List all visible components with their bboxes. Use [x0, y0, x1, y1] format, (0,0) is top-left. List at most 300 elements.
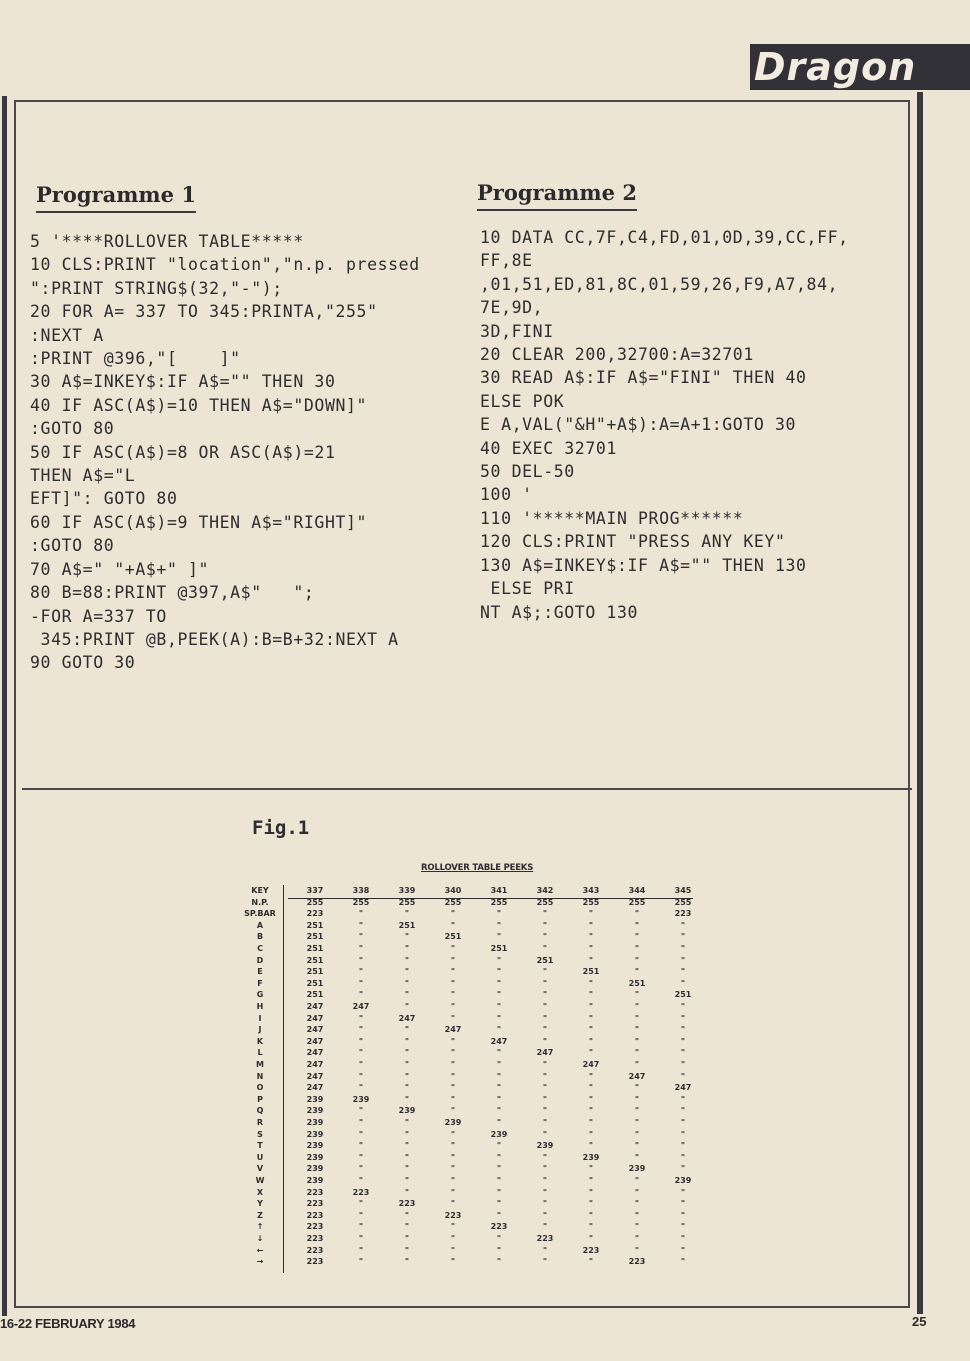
table-cell: "	[542, 1083, 548, 1093]
table-cell: 255	[674, 897, 692, 907]
table-cell: "	[358, 1141, 364, 1151]
table-row	[240, 1047, 710, 1059]
table-row	[240, 1140, 710, 1152]
table-cell: 247	[398, 1013, 416, 1023]
table-cell: "	[450, 1048, 456, 1058]
table-cell: "	[358, 920, 364, 930]
code-line: 130 A$=INKEY$:IF A$="" THEN 130	[480, 555, 807, 575]
table-row	[240, 1001, 710, 1013]
table-cell: "	[680, 967, 686, 977]
table-cell: "	[496, 1176, 502, 1185]
table-row	[240, 1036, 710, 1048]
table-cell: "	[404, 1129, 410, 1139]
table-cell: "	[404, 990, 410, 1000]
code-line: 10 DATA CC,7F,C4,FD,01,0D,39,CC,FF,	[480, 228, 849, 247]
programme1-heading: Programme 1	[36, 182, 196, 213]
table-cell: 247	[306, 1002, 324, 1011]
table-cell: 223	[306, 1245, 324, 1255]
table-cell: "	[680, 1013, 686, 1023]
table-cell: "	[496, 920, 502, 930]
row-key: SP.BAR	[244, 909, 276, 919]
table-cell: "	[680, 1199, 686, 1209]
table-cell: "	[588, 978, 594, 988]
table-cell: 251	[306, 955, 324, 965]
table-cell: "	[588, 1013, 594, 1023]
table-cell: "	[588, 990, 594, 1000]
table-cell: 247	[306, 1048, 324, 1058]
table-cell: "	[634, 920, 640, 930]
table-row	[240, 989, 710, 1001]
code-line: 3D,FINI	[480, 321, 554, 341]
code-line: NT A$;:GOTO 130	[480, 602, 639, 622]
table-cell: "	[634, 1245, 640, 1255]
row-key: D	[256, 955, 264, 965]
code-line: E A,VAL("&H"+A$):A=A+1:GOTO 30	[480, 415, 797, 435]
table-cell: "	[634, 1083, 640, 1093]
table-cell: "	[404, 1094, 410, 1104]
table-cell: "	[680, 1060, 686, 1069]
table-row	[240, 1152, 710, 1164]
table-cell: 223	[306, 1257, 324, 1267]
row-key: Q	[256, 1106, 264, 1116]
table-cell: 255	[628, 897, 646, 907]
table-cell: "	[404, 1176, 410, 1185]
code-line: 20 CLEAR 200,32700:A=32701	[480, 345, 754, 365]
code-line: 60 IF ASC(A$)=9 THEN A$="RIGHT]"	[30, 512, 368, 532]
table-cell: "	[588, 1129, 594, 1139]
table-cell: "	[542, 967, 548, 977]
table-cell: "	[358, 1083, 364, 1093]
table-cell: "	[634, 1210, 640, 1220]
table-cell: "	[496, 1013, 502, 1023]
table-cell: "	[358, 1199, 364, 1209]
table-row	[240, 1210, 710, 1222]
table-cell: "	[542, 1118, 548, 1127]
row-key: Z	[257, 1210, 263, 1220]
table-cell: "	[496, 1118, 502, 1127]
table-cell: "	[634, 1106, 640, 1116]
table-cell: "	[542, 920, 548, 930]
table-cell: "	[588, 1187, 594, 1197]
table-cell: "	[404, 1036, 410, 1046]
table-cell: 239	[490, 1129, 508, 1139]
row-key: X	[256, 1187, 264, 1197]
table-row	[240, 1094, 710, 1106]
table-cell: "	[358, 944, 364, 953]
code-line: ":PRINT STRING$(32,"-");	[30, 278, 283, 298]
table-cell: "	[496, 978, 502, 988]
table-cell: "	[496, 955, 502, 965]
row-key: A	[256, 920, 264, 930]
table-cell: 247	[306, 1025, 324, 1035]
table-cell: "	[450, 1060, 456, 1069]
table-cell: "	[450, 1129, 456, 1139]
table-cell: 239	[306, 1176, 324, 1185]
table-cell: 341	[490, 886, 508, 895]
table-cell: "	[588, 1094, 594, 1104]
table-cell: 247	[306, 1083, 324, 1093]
table-cell: 239	[306, 1129, 324, 1139]
programme2-heading: Programme 2	[477, 180, 637, 211]
table-cell: "	[358, 1210, 364, 1220]
table-cell: "	[542, 1222, 548, 1232]
table-cell: 339	[398, 886, 416, 895]
table-cell: "	[588, 1222, 594, 1232]
row-key: S	[257, 1129, 263, 1139]
table-cell: "	[404, 1210, 410, 1220]
row-key: M	[256, 1060, 264, 1069]
table-cell: "	[358, 1106, 364, 1116]
table-cell: 247	[674, 1083, 692, 1093]
table-cell: "	[634, 1025, 640, 1035]
table-cell: "	[496, 967, 502, 977]
table-cell: "	[542, 1106, 548, 1116]
table-cell: "	[542, 1036, 548, 1046]
table-cell: "	[680, 1094, 686, 1104]
table-cell: 223	[306, 1234, 324, 1243]
row-key: W	[255, 1176, 265, 1185]
table-row	[240, 897, 710, 909]
table-cell: "	[680, 1164, 686, 1174]
figure-label: Fig.1	[252, 817, 310, 839]
table-row	[240, 1117, 710, 1129]
table-cell: "	[404, 967, 410, 977]
table-cell: "	[588, 920, 594, 930]
code-line: 40 IF ASC(A$)=10 THEN A$="DOWN]"	[30, 395, 368, 415]
code-line: 30 READ A$:IF A$="FINI" THEN 40	[480, 368, 807, 388]
footer-date: 16-22 FEBRUARY 1984	[0, 1316, 136, 1331]
table-cell: "	[450, 1257, 456, 1267]
row-key: E	[257, 967, 263, 977]
table-cell: "	[634, 1234, 640, 1243]
table-cell: 340	[444, 886, 462, 895]
code-line: 120 CLS:PRINT "PRESS ANY KEY"	[480, 532, 786, 552]
table-cell: "	[450, 909, 456, 919]
table-cell: "	[680, 932, 686, 942]
code-line: 20 FOR A= 337 TO 345:PRINTA,"255"	[30, 302, 378, 322]
table-cell: "	[450, 1094, 456, 1104]
table-cell: "	[680, 1210, 686, 1220]
table-cell: "	[358, 978, 364, 988]
table-cell: "	[588, 1234, 594, 1243]
table-cell: "	[404, 1118, 410, 1127]
table-cell: "	[542, 1257, 548, 1267]
table-header-row	[240, 885, 710, 897]
table-cell: "	[634, 955, 640, 965]
row-key: I	[258, 1013, 262, 1023]
table-cell: "	[358, 1118, 364, 1127]
table-cell: "	[680, 1187, 686, 1197]
table-cell: "	[634, 1129, 640, 1139]
table-cell: "	[588, 1141, 594, 1151]
table-cell: 223	[628, 1257, 646, 1267]
code-line: :NEXT A	[30, 325, 104, 345]
table-cell: "	[542, 1164, 548, 1174]
table-cell: "	[680, 1071, 686, 1081]
table-cell: "	[404, 1152, 410, 1162]
table-cell: "	[680, 1222, 686, 1232]
table-cell: 239	[306, 1094, 324, 1104]
table-cell: "	[680, 1025, 686, 1035]
table-cell: "	[404, 978, 410, 988]
table-cell: "	[680, 1257, 686, 1267]
table-cell: 255	[398, 897, 416, 907]
table-cell: "	[450, 978, 456, 988]
table-cell: 338	[352, 886, 370, 895]
table-cell: "	[450, 1141, 456, 1151]
table-cell: 343	[582, 886, 600, 895]
table-cell: "	[358, 1060, 364, 1069]
code-line: 100 '	[480, 485, 533, 505]
table-cell: "	[358, 932, 364, 942]
table-cell: "	[634, 1187, 640, 1197]
table-row	[240, 920, 710, 932]
table-cell: "	[358, 1164, 364, 1174]
programme1-listing	[30, 230, 420, 675]
table-row	[240, 1221, 710, 1233]
table-cell: "	[634, 1222, 640, 1232]
table-cell: "	[634, 1094, 640, 1104]
table-row	[240, 1256, 710, 1268]
row-key: N	[256, 1071, 264, 1081]
row-key: ↑	[256, 1222, 264, 1232]
table-row	[240, 1105, 710, 1117]
programme2-listing	[480, 226, 849, 624]
table-cell: 251	[306, 990, 324, 1000]
code-line: 50 IF ASC(A$)=8 OR ASC(A$)=21	[30, 442, 336, 462]
table-title: ROLLOVER TABLE PEEKS	[421, 863, 534, 873]
table-cell: "	[450, 1245, 456, 1255]
table-row	[240, 1082, 710, 1094]
page-left-rule	[2, 96, 7, 1316]
table-cell: "	[634, 1013, 640, 1023]
table-cell: 251	[674, 990, 692, 1000]
table-cell: "	[542, 909, 548, 919]
table-cell: "	[404, 1234, 410, 1243]
table-cell: 239	[444, 1118, 462, 1127]
table-cell: 223	[306, 1187, 324, 1197]
table-cell: 251	[398, 920, 416, 930]
table-cell: "	[542, 1176, 548, 1185]
table-cell: "	[634, 1048, 640, 1058]
row-key: V	[256, 1164, 264, 1174]
table-cell: "	[588, 1118, 594, 1127]
table-cell: 239	[536, 1141, 554, 1151]
table-cell: "	[680, 920, 686, 930]
row-key: O	[256, 1083, 264, 1093]
table-cell: "	[496, 1002, 502, 1011]
table-cell: "	[542, 978, 548, 988]
table-cell: "	[450, 944, 456, 953]
table-cell: 247	[490, 1036, 508, 1046]
table-cell: "	[496, 1164, 502, 1174]
table-cell: 255	[536, 897, 554, 907]
table-row	[240, 1187, 710, 1199]
table-cell: "	[404, 1060, 410, 1069]
table-cell: "	[634, 909, 640, 919]
table-cell: 255	[582, 897, 600, 907]
table-cell: 247	[306, 1036, 324, 1046]
table-cell: "	[542, 1129, 548, 1139]
table-cell: "	[450, 1036, 456, 1046]
table-cell: "	[450, 1176, 456, 1185]
table-row	[240, 943, 710, 955]
table-cell: "	[680, 1129, 686, 1139]
table-cell: "	[634, 932, 640, 942]
table-row	[240, 1059, 710, 1071]
table-cell: "	[404, 1083, 410, 1093]
table-cell: 251	[306, 932, 324, 942]
table-cell: "	[358, 1048, 364, 1058]
table-row	[240, 1129, 710, 1141]
row-key: KEY	[251, 886, 269, 895]
table-cell: "	[680, 1118, 686, 1127]
code-line: -FOR A=337 TO	[30, 606, 167, 626]
row-key: F	[257, 978, 263, 988]
table-row	[240, 908, 710, 920]
row-key: →	[256, 1257, 264, 1267]
table-cell: "	[680, 978, 686, 988]
table-cell: 223	[490, 1222, 508, 1232]
table-cell: "	[588, 1083, 594, 1093]
code-line: :PRINT @396,"[ ]"	[30, 349, 241, 369]
table-cell: "	[542, 1245, 548, 1255]
table-cell: 247	[352, 1002, 370, 1011]
table-cell: "	[358, 1222, 364, 1232]
table-cell: 239	[628, 1164, 646, 1174]
table-cell: "	[404, 944, 410, 953]
table-row	[240, 1233, 710, 1245]
table-cell: "	[634, 990, 640, 1000]
table-cell: "	[404, 1141, 410, 1151]
table-cell: "	[496, 1152, 502, 1162]
table-cell: "	[542, 1210, 548, 1220]
table-cell: "	[496, 1094, 502, 1104]
table-cell: "	[450, 967, 456, 977]
row-key: C	[257, 944, 263, 953]
table-cell: "	[634, 1118, 640, 1127]
code-line: 90 GOTO 30	[30, 653, 136, 673]
page-right-rule	[917, 92, 923, 1314]
table-cell: "	[634, 1176, 640, 1185]
table-cell: 223	[582, 1245, 600, 1255]
table-row	[240, 1198, 710, 1210]
code-line: THEN A$="L	[30, 466, 136, 486]
section-tab: Dragon	[750, 44, 970, 90]
table-cell: 255	[352, 897, 370, 907]
table-cell: "	[496, 1048, 502, 1058]
row-key: ←	[256, 1245, 264, 1255]
table-cell: "	[404, 1002, 410, 1011]
row-key: K	[256, 1036, 264, 1046]
table-cell: "	[588, 1025, 594, 1035]
table-cell: "	[404, 1222, 410, 1232]
table-cell: 239	[306, 1141, 324, 1151]
table-cell: "	[358, 1152, 364, 1162]
table-cell: 251	[536, 955, 554, 965]
table-cell: "	[680, 1234, 686, 1243]
table-cell: 239	[306, 1106, 324, 1116]
row-key: Y	[257, 1199, 263, 1209]
row-key: R	[256, 1118, 264, 1127]
table-cell: "	[542, 1002, 548, 1011]
table-cell: 255	[490, 897, 508, 907]
table-cell: 223	[536, 1234, 554, 1243]
table-cell: "	[496, 1141, 502, 1151]
code-line: 80 B=88:PRINT @397,A$" ";	[30, 583, 315, 603]
table-cell: "	[680, 1002, 686, 1011]
table-cell: "	[404, 1071, 410, 1081]
table-cell: "	[358, 1025, 364, 1035]
table-cell: "	[680, 955, 686, 965]
table-cell: "	[588, 909, 594, 919]
table-cell: "	[680, 944, 686, 953]
table-cell: "	[542, 1187, 548, 1197]
table-cell: "	[496, 1060, 502, 1069]
table-cell: "	[588, 1210, 594, 1220]
table-cell: "	[680, 1152, 686, 1162]
code-line: ELSE PRI	[480, 579, 575, 599]
table-cell: "	[634, 967, 640, 977]
table-cell: "	[496, 1071, 502, 1081]
table-cell: "	[588, 944, 594, 953]
table-cell: 239	[306, 1152, 324, 1162]
table-cell: 255	[444, 897, 462, 907]
code-line: 7E,9D,	[480, 298, 544, 318]
table-cell: 251	[628, 978, 646, 988]
row-key: G	[256, 990, 264, 1000]
table-cell: 223	[306, 909, 324, 919]
table-cell: "	[404, 1164, 410, 1174]
table-cell: "	[634, 944, 640, 953]
table-cell: 239	[582, 1152, 600, 1162]
table-cell: 223	[444, 1210, 462, 1220]
table-cell: "	[496, 1106, 502, 1116]
table-cell: "	[450, 920, 456, 930]
code-line: 5 '****ROLLOVER TABLE*****	[30, 232, 304, 251]
code-line: ELSE POK	[480, 391, 565, 411]
table-cell: "	[542, 1094, 548, 1104]
table-cell: "	[450, 1222, 456, 1232]
table-cell: "	[542, 932, 548, 942]
table-row	[240, 1163, 710, 1175]
table-cell: 251	[306, 978, 324, 988]
code-line: FF,8E	[480, 251, 533, 271]
table-cell: "	[588, 1106, 594, 1116]
table-cell: 223	[398, 1199, 416, 1209]
table-cell: "	[358, 1234, 364, 1243]
table-cell: 223	[306, 1199, 324, 1209]
table-cell: "	[358, 967, 364, 977]
table-cell: "	[588, 1036, 594, 1046]
table-cell: 344	[628, 886, 646, 895]
table-cell: 247	[306, 1013, 324, 1023]
table-row	[240, 978, 710, 990]
table-cell: "	[358, 1245, 364, 1255]
table-cell: "	[496, 1199, 502, 1209]
table-cell: "	[588, 1048, 594, 1058]
code-line: :GOTO 80	[30, 536, 115, 556]
table-cell: 223	[352, 1187, 370, 1197]
table-cell: "	[450, 990, 456, 1000]
table-cell: "	[542, 1013, 548, 1023]
table-cell: "	[588, 955, 594, 965]
table-cell: 223	[674, 909, 692, 919]
table-row	[240, 955, 710, 967]
table-cell: "	[404, 1245, 410, 1255]
table-cell: 247	[306, 1060, 324, 1069]
table-cell: "	[450, 1013, 456, 1023]
